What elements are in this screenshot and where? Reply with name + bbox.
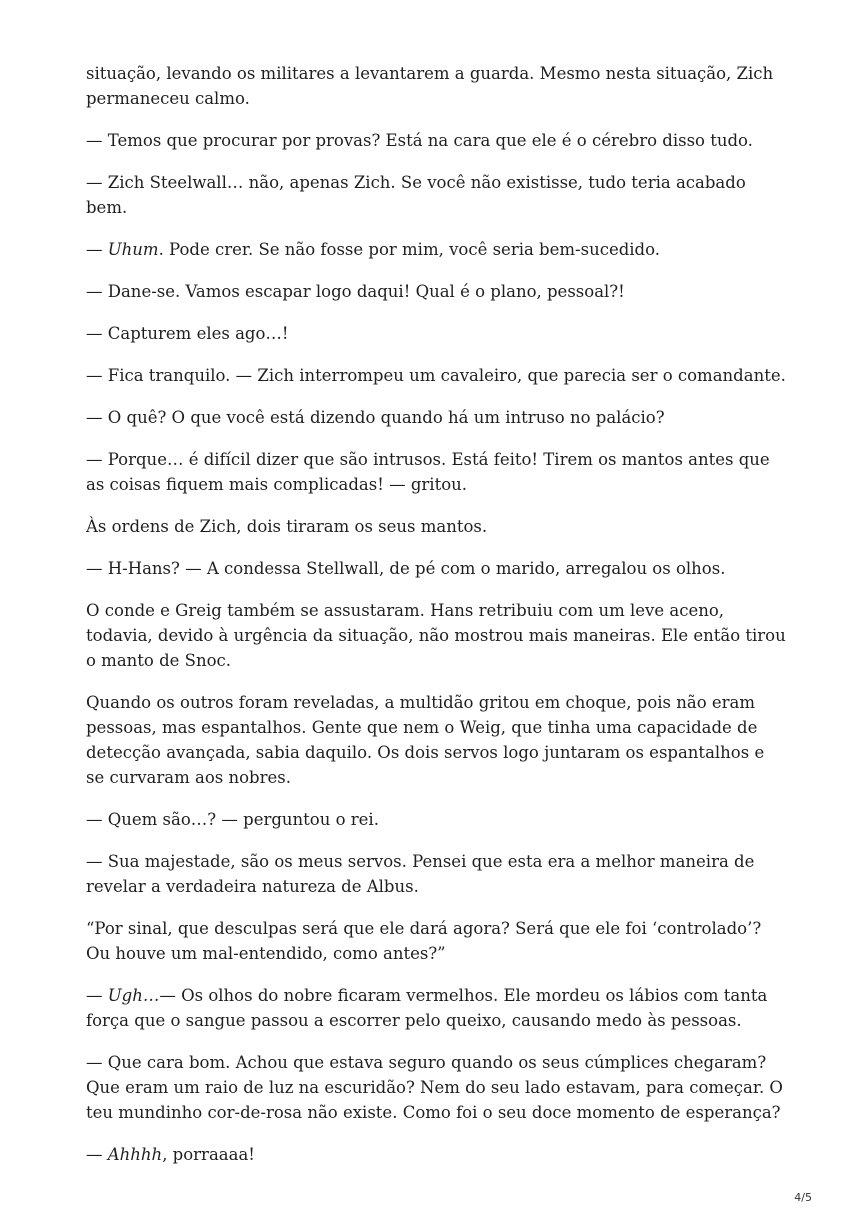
paragraph-italic: Ugh… <box>107 986 160 1005</box>
paragraph-suffix: — Os olhos do nobre ficaram vermelhos. Ele mordeu os lábios com tanta força que o sangue passou a escorrer pelo queixo, causando medo às pessoas. <box>86 986 768 1030</box>
paragraph: — Sua majestade, são os meus servos. Pensei que esta era a melhor maneira de revelar a verdadeira natureza de Albus. <box>86 852 755 896</box>
paragraph <box>86 1142 786 1167</box>
paragraph <box>86 237 786 262</box>
paragraph: — Temos que procurar por provas? Está na cara que ele é o cérebro disso tudo. <box>86 131 753 150</box>
paragraph: O conde e Greig também se assustaram. Hans retribuiu com um leve aceno, todavia, devido à urgência da situação, não mostrou mais maneiras. Ele então tirou o manto de Snoc. <box>86 601 786 670</box>
paragraph: — Que cara bom. Achou que estava seguro quando os seus cúmplices chegaram? Que eram um raio de luz na escuridão? Nem do seu lado estavam, para começar. O teu mundinho cor-de-rosa não existe. Como foi o seu doce momento de esperança? <box>86 1053 783 1122</box>
paragraph-prefix: — <box>86 240 108 259</box>
paragraph: — Dane-se. Vamos escapar logo daqui! Qual é o plano, pessoal?! <box>86 282 625 301</box>
paragraph: — Capturem eles ago…! <box>86 324 289 343</box>
paragraph: Quando os outros foram reveladas, a multidão gritou em choque, pois não eram pessoas, mas espantalhos. Gente que nem o Weig, que tinha uma capacidade de detecção avançada, sabia daquilo. Os dois servos logo juntaram os espantalhos e se curvaram aos nobres. <box>86 693 765 787</box>
paragraph-suffix: . Pode crer. Se não fosse por mim, você seria bem-sucedido. <box>158 240 660 259</box>
paragraph: — Quem são…? — perguntou o rei. <box>86 810 379 829</box>
page-number: 4/5 <box>794 1191 812 1204</box>
paragraph-prefix: — <box>86 1145 108 1164</box>
paragraph-italic: Uhum <box>107 240 159 259</box>
paragraph: — O quê? O que você está dizendo quando há um intruso no palácio? <box>86 408 665 427</box>
paragraph: “Por sinal, que desculpas será que ele dará agora? Será que ele foi ‘controlado’? Ou houve um mal-entendido, como antes?” <box>86 919 762 963</box>
paragraph: situação, levando os militares a levantarem a guarda. Mesmo nesta situação, Zich permaneceu calmo. <box>86 64 774 108</box>
paragraph: — Fica tranquilo. — Zich interrompeu um cavaleiro, que parecia ser o comandante. <box>86 366 786 385</box>
paragraph-suffix: , porraaaa! <box>162 1145 255 1164</box>
paragraph-prefix: — <box>86 986 108 1005</box>
paragraph: Às ordens de Zich, dois tiraram os seus mantos. <box>86 517 488 536</box>
document-body <box>86 61 786 1184</box>
paragraph <box>86 983 786 1033</box>
paragraph: — Porque… é difícil dizer que são intrusos. Está feito! Tirem os mantos antes que as coisas fiquem mais complicadas! — gritou. <box>86 450 770 494</box>
paragraph-italic: Ahhhh <box>107 1145 163 1164</box>
paragraph: — Zich Steelwall… não, apenas Zich. Se você não existisse, tudo teria acabado bem. <box>86 173 746 217</box>
paragraph: — H-Hans? — A condessa Stellwall, de pé com o marido, arregalou os olhos. <box>86 559 726 578</box>
